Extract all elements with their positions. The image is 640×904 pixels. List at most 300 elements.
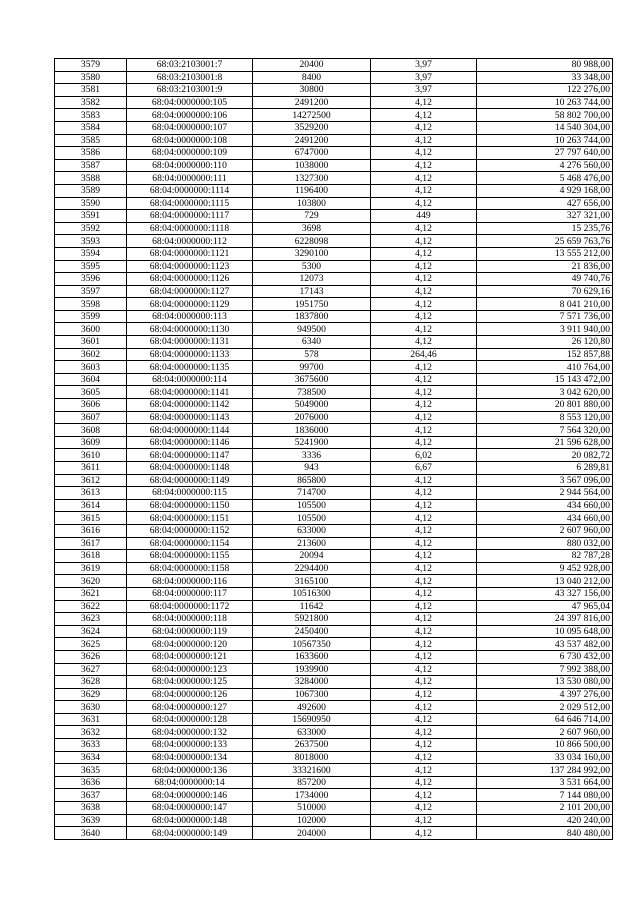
area-cell: 714700 xyxy=(253,487,371,500)
cadastral-value-cell: 3 042 620,00 xyxy=(477,386,613,399)
row-number-cell: 3608 xyxy=(55,424,127,437)
rate-cell: 4,12 xyxy=(371,587,477,600)
rate-cell: 6,02 xyxy=(371,449,477,462)
row-number-cell: 3637 xyxy=(55,789,127,802)
area-cell: 10567350 xyxy=(253,638,371,651)
row-number-cell: 3634 xyxy=(55,751,127,764)
table-row xyxy=(55,247,613,260)
row-number-cell: 3624 xyxy=(55,625,127,638)
area-cell: 729 xyxy=(253,210,371,223)
table-row xyxy=(55,298,613,311)
table-row xyxy=(55,524,613,537)
rate-cell: 4,12 xyxy=(371,298,477,311)
cadastral-value-cell: 7 144 080,00 xyxy=(477,789,613,802)
row-number-cell: 3610 xyxy=(55,449,127,462)
rate-cell: 4,12 xyxy=(371,386,477,399)
rate-cell: 4,12 xyxy=(371,638,477,651)
area-cell: 3529200 xyxy=(253,121,371,134)
row-number-cell: 3617 xyxy=(55,537,127,550)
row-number-cell: 3581 xyxy=(55,84,127,97)
cadastral-value-cell: 43 327 156,00 xyxy=(477,587,613,600)
cadastral-number-cell: 68:04:0000000:147 xyxy=(127,802,253,815)
cadastral-value-cell: 3 911 940,00 xyxy=(477,323,613,336)
table-row xyxy=(55,147,613,160)
cadastral-number-cell: 68:04:0000000:132 xyxy=(127,726,253,739)
cadastral-number-cell: 68:04:0000000:1127 xyxy=(127,285,253,298)
rate-cell: 4,12 xyxy=(371,424,477,437)
cadastral-value-cell: 82 787,28 xyxy=(477,550,613,563)
cadastral-value-cell: 58 802 700,00 xyxy=(477,109,613,122)
row-number-cell: 3597 xyxy=(55,285,127,298)
table-row xyxy=(55,361,613,374)
rate-cell: 4,12 xyxy=(371,701,477,714)
cadastral-number-cell: 68:04:0000000:1126 xyxy=(127,273,253,286)
row-number-cell: 3594 xyxy=(55,247,127,260)
cadastral-number-cell: 68:04:0000000:112 xyxy=(127,235,253,248)
rate-cell: 449 xyxy=(371,210,477,223)
rate-cell: 3,97 xyxy=(371,71,477,84)
row-number-cell: 3587 xyxy=(55,159,127,172)
row-number-cell: 3611 xyxy=(55,462,127,475)
area-cell: 2294400 xyxy=(253,562,371,575)
row-number-cell: 3590 xyxy=(55,197,127,210)
rate-cell: 4,12 xyxy=(371,575,477,588)
cadastral-number-cell: 68:04:0000000:1143 xyxy=(127,411,253,424)
table-row xyxy=(55,285,613,298)
table-row xyxy=(55,348,613,361)
rate-cell: 4,12 xyxy=(371,562,477,575)
area-cell: 10516300 xyxy=(253,587,371,600)
cadastral-number-cell: 68:04:0000000:148 xyxy=(127,814,253,827)
cadastral-number-cell: 68:04:0000000:121 xyxy=(127,650,253,663)
cadastral-number-cell: 68:04:0000000:118 xyxy=(127,613,253,626)
cadastral-value-cell: 49 740,76 xyxy=(477,273,613,286)
rate-cell: 4,12 xyxy=(371,361,477,374)
rate-cell: 4,12 xyxy=(371,373,477,386)
row-number-cell: 3619 xyxy=(55,562,127,575)
table-row xyxy=(55,210,613,223)
area-cell: 6228098 xyxy=(253,235,371,248)
area-cell: 1939900 xyxy=(253,663,371,676)
table-row xyxy=(55,373,613,386)
table-row xyxy=(55,650,613,663)
rate-cell: 4,12 xyxy=(371,625,477,638)
table-row xyxy=(55,59,613,72)
area-cell: 949500 xyxy=(253,323,371,336)
cadastral-value-cell: 420 240,00 xyxy=(477,814,613,827)
rate-cell: 4,12 xyxy=(371,537,477,550)
area-cell: 20400 xyxy=(253,59,371,72)
cadastral-number-cell: 68:04:0000000:1141 xyxy=(127,386,253,399)
table-row xyxy=(55,462,613,475)
area-cell: 30800 xyxy=(253,84,371,97)
cadastral-number-cell: 68:04:0000000:1151 xyxy=(127,512,253,525)
cadastral-number-cell: 68:04:0000000:1142 xyxy=(127,399,253,412)
rate-cell: 4,12 xyxy=(371,247,477,260)
cadastral-number-cell: 68:04:0000000:117 xyxy=(127,587,253,600)
table-row xyxy=(55,814,613,827)
row-number-cell: 3602 xyxy=(55,348,127,361)
row-number-cell: 3623 xyxy=(55,613,127,626)
rate-cell: 4,12 xyxy=(371,222,477,235)
row-number-cell: 3588 xyxy=(55,172,127,185)
cadastral-value-cell: 3 531 664,00 xyxy=(477,776,613,789)
table-row xyxy=(55,222,613,235)
cadastral-value-cell: 2 607 960,00 xyxy=(477,726,613,739)
cadastral-number-cell: 68:04:0000000:106 xyxy=(127,109,253,122)
table-row xyxy=(55,336,613,349)
table-row xyxy=(55,159,613,172)
rate-cell: 4,12 xyxy=(371,814,477,827)
table-row xyxy=(55,172,613,185)
table-row xyxy=(55,537,613,550)
area-cell: 204000 xyxy=(253,827,371,840)
cadastral-number-cell: 68:04:0000000:1115 xyxy=(127,197,253,210)
cadastral-value-cell: 10 866 500,00 xyxy=(477,739,613,752)
row-number-cell: 3586 xyxy=(55,147,127,160)
area-cell: 2450400 xyxy=(253,625,371,638)
table-row xyxy=(55,436,613,449)
area-cell: 6340 xyxy=(253,336,371,349)
rate-cell: 4,12 xyxy=(371,802,477,815)
area-cell: 8018000 xyxy=(253,751,371,764)
area-cell: 3284000 xyxy=(253,676,371,689)
area-cell: 633000 xyxy=(253,524,371,537)
cadastral-number-cell: 68:04:0000000:1131 xyxy=(127,336,253,349)
area-cell: 2637500 xyxy=(253,739,371,752)
cadastral-number-cell: 68:04:0000000:14 xyxy=(127,776,253,789)
cadastral-number-cell: 68:03:2103001:7 xyxy=(127,59,253,72)
area-cell: 17143 xyxy=(253,285,371,298)
row-number-cell: 3599 xyxy=(55,310,127,323)
table-row xyxy=(55,613,613,626)
table-row xyxy=(55,449,613,462)
area-cell: 2491200 xyxy=(253,96,371,109)
area-cell: 1196400 xyxy=(253,184,371,197)
rate-cell: 4,12 xyxy=(371,96,477,109)
row-number-cell: 3622 xyxy=(55,600,127,613)
rate-cell: 4,12 xyxy=(371,310,477,323)
row-number-cell: 3625 xyxy=(55,638,127,651)
row-number-cell: 3632 xyxy=(55,726,127,739)
row-number-cell: 3591 xyxy=(55,210,127,223)
cadastral-value-cell: 33 348,00 xyxy=(477,71,613,84)
cadastral-value-cell: 6 730 432,00 xyxy=(477,650,613,663)
area-cell: 3165100 xyxy=(253,575,371,588)
row-number-cell: 3589 xyxy=(55,184,127,197)
area-cell: 1633600 xyxy=(253,650,371,663)
rate-cell: 4,12 xyxy=(371,751,477,764)
table-row xyxy=(55,96,613,109)
rate-cell: 4,12 xyxy=(371,336,477,349)
cadastral-value-cell: 13 040 212,00 xyxy=(477,575,613,588)
cadastral-value-cell: 27 797 640,00 xyxy=(477,147,613,160)
table-row xyxy=(55,663,613,676)
area-cell: 103800 xyxy=(253,197,371,210)
cadastral-number-cell: 68:04:0000000:125 xyxy=(127,676,253,689)
cadastral-value-cell: 4 397 276,00 xyxy=(477,688,613,701)
rate-cell: 4,12 xyxy=(371,411,477,424)
rate-cell: 4,12 xyxy=(371,600,477,613)
rate-cell: 4,12 xyxy=(371,323,477,336)
cadastral-value-cell: 840 480,00 xyxy=(477,827,613,840)
cadastral-value-cell: 880 032,00 xyxy=(477,537,613,550)
rate-cell: 4,12 xyxy=(371,650,477,663)
area-cell: 1327300 xyxy=(253,172,371,185)
cadastral-value-cell: 15 235,76 xyxy=(477,222,613,235)
area-cell: 105500 xyxy=(253,499,371,512)
row-number-cell: 3635 xyxy=(55,764,127,777)
cadastral-number-cell: 68:04:0000000:123 xyxy=(127,663,253,676)
rate-cell: 6,67 xyxy=(371,462,477,475)
cadastral-value-cell: 43 537 482,00 xyxy=(477,638,613,651)
row-number-cell: 3598 xyxy=(55,298,127,311)
row-number-cell: 3615 xyxy=(55,512,127,525)
cadastral-value-cell: 434 660,00 xyxy=(477,499,613,512)
row-number-cell: 3630 xyxy=(55,701,127,714)
row-number-cell: 3614 xyxy=(55,499,127,512)
cadastral-number-cell: 68:04:0000000:109 xyxy=(127,147,253,160)
cadastral-value-cell: 13 555 212,00 xyxy=(477,247,613,260)
row-number-cell: 3618 xyxy=(55,550,127,563)
cadastral-number-cell: 68:04:0000000:1121 xyxy=(127,247,253,260)
area-cell: 857200 xyxy=(253,776,371,789)
rate-cell: 4,12 xyxy=(371,499,477,512)
cadastral-value-cell: 4 929 168,00 xyxy=(477,184,613,197)
rate-cell: 4,12 xyxy=(371,512,477,525)
table-row xyxy=(55,184,613,197)
table-row xyxy=(55,71,613,84)
land-valuation-table xyxy=(54,58,613,840)
table-row xyxy=(55,273,613,286)
row-number-cell: 3603 xyxy=(55,361,127,374)
cadastral-number-cell: 68:04:0000000:127 xyxy=(127,701,253,714)
cadastral-number-cell: 68:04:0000000:133 xyxy=(127,739,253,752)
rate-cell: 4,12 xyxy=(371,109,477,122)
table-row xyxy=(55,235,613,248)
cadastral-value-cell: 8 553 120,00 xyxy=(477,411,613,424)
rate-cell: 4,12 xyxy=(371,688,477,701)
rate-cell: 4,12 xyxy=(371,474,477,487)
cadastral-number-cell: 68:04:0000000:1172 xyxy=(127,600,253,613)
row-number-cell: 3601 xyxy=(55,336,127,349)
table-row xyxy=(55,474,613,487)
cadastral-value-cell: 25 659 763,76 xyxy=(477,235,613,248)
area-cell: 1836000 xyxy=(253,424,371,437)
table-row xyxy=(55,499,613,512)
rate-cell: 4,12 xyxy=(371,524,477,537)
row-number-cell: 3592 xyxy=(55,222,127,235)
cadastral-value-cell: 427 656,00 xyxy=(477,197,613,210)
cadastral-number-cell: 68:04:0000000:136 xyxy=(127,764,253,777)
cadastral-value-cell: 8 041 210,00 xyxy=(477,298,613,311)
area-cell: 492600 xyxy=(253,701,371,714)
table-row xyxy=(55,487,613,500)
rate-cell: 4,12 xyxy=(371,827,477,840)
cadastral-number-cell: 68:04:0000000:146 xyxy=(127,789,253,802)
area-cell: 1837800 xyxy=(253,310,371,323)
row-number-cell: 3613 xyxy=(55,487,127,500)
table-row xyxy=(55,726,613,739)
cadastral-number-cell: 68:04:0000000:1152 xyxy=(127,524,253,537)
row-number-cell: 3604 xyxy=(55,373,127,386)
cadastral-value-cell: 6 289,81 xyxy=(477,462,613,475)
area-cell: 1734000 xyxy=(253,789,371,802)
row-number-cell: 3583 xyxy=(55,109,127,122)
rate-cell: 4,12 xyxy=(371,197,477,210)
cadastral-number-cell: 68:04:0000000:115 xyxy=(127,487,253,500)
area-cell: 5241900 xyxy=(253,436,371,449)
rate-cell: 4,12 xyxy=(371,172,477,185)
cadastral-value-cell: 7 564 320,00 xyxy=(477,424,613,437)
table-row xyxy=(55,701,613,714)
area-cell: 99700 xyxy=(253,361,371,374)
cadastral-number-cell: 68:04:0000000:1135 xyxy=(127,361,253,374)
cadastral-number-cell: 68:04:0000000:134 xyxy=(127,751,253,764)
cadastral-number-cell: 68:04:0000000:1133 xyxy=(127,348,253,361)
cadastral-number-cell: 68:04:0000000:108 xyxy=(127,134,253,147)
table-row xyxy=(55,197,613,210)
row-number-cell: 3584 xyxy=(55,121,127,134)
table-row xyxy=(55,676,613,689)
table-row xyxy=(55,386,613,399)
rate-cell: 4,12 xyxy=(371,147,477,160)
area-cell: 2491200 xyxy=(253,134,371,147)
table-row xyxy=(55,411,613,424)
cadastral-value-cell: 64 646 714,00 xyxy=(477,713,613,726)
cadastral-number-cell: 68:04:0000000:114 xyxy=(127,373,253,386)
cadastral-number-cell: 68:04:0000000:1158 xyxy=(127,562,253,575)
row-number-cell: 3605 xyxy=(55,386,127,399)
row-number-cell: 3580 xyxy=(55,71,127,84)
cadastral-number-cell: 68:04:0000000:126 xyxy=(127,688,253,701)
cadastral-number-cell: 68:04:0000000:1130 xyxy=(127,323,253,336)
cadastral-number-cell: 68:04:0000000:120 xyxy=(127,638,253,651)
cadastral-value-cell: 2 101 200,00 xyxy=(477,802,613,815)
row-number-cell: 3626 xyxy=(55,650,127,663)
area-cell: 8400 xyxy=(253,71,371,84)
cadastral-value-cell: 33 034 160,00 xyxy=(477,751,613,764)
cadastral-value-cell: 410 764,00 xyxy=(477,361,613,374)
rate-cell: 4,12 xyxy=(371,260,477,273)
table-row xyxy=(55,776,613,789)
rate-cell: 4,12 xyxy=(371,663,477,676)
cadastral-number-cell: 68:04:0000000:1150 xyxy=(127,499,253,512)
rate-cell: 4,12 xyxy=(371,713,477,726)
area-cell: 3675600 xyxy=(253,373,371,386)
area-cell: 3698 xyxy=(253,222,371,235)
row-number-cell: 3582 xyxy=(55,96,127,109)
row-number-cell: 3636 xyxy=(55,776,127,789)
table-row xyxy=(55,550,613,563)
cadastral-number-cell: 68:04:0000000:1123 xyxy=(127,260,253,273)
rate-cell: 4,12 xyxy=(371,764,477,777)
area-cell: 3336 xyxy=(253,449,371,462)
area-cell: 5921800 xyxy=(253,613,371,626)
cadastral-value-cell: 70 629,16 xyxy=(477,285,613,298)
rate-cell: 4,12 xyxy=(371,121,477,134)
cadastral-number-cell: 68:04:0000000:1149 xyxy=(127,474,253,487)
table-row xyxy=(55,121,613,134)
table-row xyxy=(55,323,613,336)
rate-cell: 4,12 xyxy=(371,273,477,286)
table-row xyxy=(55,587,613,600)
rate-cell: 4,12 xyxy=(371,235,477,248)
cadastral-value-cell: 327 321,00 xyxy=(477,210,613,223)
table-row xyxy=(55,310,613,323)
area-cell: 20094 xyxy=(253,550,371,563)
cadastral-number-cell: 68:04:0000000:116 xyxy=(127,575,253,588)
cadastral-number-cell: 68:04:0000000:128 xyxy=(127,713,253,726)
cadastral-value-cell: 7 992 388,00 xyxy=(477,663,613,676)
area-cell: 510000 xyxy=(253,802,371,815)
row-number-cell: 3639 xyxy=(55,814,127,827)
cadastral-value-cell: 10 263 744,00 xyxy=(477,96,613,109)
cadastral-number-cell: 68:03:2103001:9 xyxy=(127,84,253,97)
table-row xyxy=(55,562,613,575)
cadastral-value-cell: 7 571 736,00 xyxy=(477,310,613,323)
cadastral-value-cell: 15 143 472,00 xyxy=(477,373,613,386)
cadastral-value-cell: 2 944 564,00 xyxy=(477,487,613,500)
area-cell: 5049000 xyxy=(253,399,371,412)
row-number-cell: 3631 xyxy=(55,713,127,726)
table-row xyxy=(55,512,613,525)
table-row xyxy=(55,424,613,437)
table-row xyxy=(55,688,613,701)
cadastral-value-cell: 152 857,88 xyxy=(477,348,613,361)
rate-cell: 4,12 xyxy=(371,184,477,197)
area-cell: 14272500 xyxy=(253,109,371,122)
table-row xyxy=(55,713,613,726)
cadastral-value-cell: 122 276,00 xyxy=(477,84,613,97)
area-cell: 5300 xyxy=(253,260,371,273)
area-cell: 578 xyxy=(253,348,371,361)
table-row xyxy=(55,739,613,752)
row-number-cell: 3629 xyxy=(55,688,127,701)
table-row xyxy=(55,802,613,815)
area-cell: 11642 xyxy=(253,600,371,613)
row-number-cell: 3607 xyxy=(55,411,127,424)
cadastral-number-cell: 68:04:0000000:119 xyxy=(127,625,253,638)
cadastral-value-cell: 26 120,80 xyxy=(477,336,613,349)
cadastral-value-cell: 4 276 560,00 xyxy=(477,159,613,172)
table-row xyxy=(55,751,613,764)
area-cell: 1038000 xyxy=(253,159,371,172)
rate-cell: 4,12 xyxy=(371,789,477,802)
table-row xyxy=(55,789,613,802)
cadastral-number-cell: 68:04:0000000:1146 xyxy=(127,436,253,449)
area-cell: 1951750 xyxy=(253,298,371,311)
table-row xyxy=(55,399,613,412)
row-number-cell: 3593 xyxy=(55,235,127,248)
table-row xyxy=(55,260,613,273)
cadastral-value-cell: 20 082,72 xyxy=(477,449,613,462)
cadastral-number-cell: 68:04:0000000:1147 xyxy=(127,449,253,462)
cadastral-value-cell: 137 284 992,00 xyxy=(477,764,613,777)
cadastral-number-cell: 68:04:0000000:111 xyxy=(127,172,253,185)
cadastral-value-cell: 2 029 512,00 xyxy=(477,701,613,714)
row-number-cell: 3595 xyxy=(55,260,127,273)
row-number-cell: 3612 xyxy=(55,474,127,487)
cadastral-number-cell: 68:04:0000000:107 xyxy=(127,121,253,134)
table-row xyxy=(55,625,613,638)
cadastral-value-cell: 5 468 476,00 xyxy=(477,172,613,185)
cadastral-value-cell: 9 452 928,00 xyxy=(477,562,613,575)
cadastral-value-cell: 434 660,00 xyxy=(477,512,613,525)
area-cell: 1067300 xyxy=(253,688,371,701)
row-number-cell: 3600 xyxy=(55,323,127,336)
rate-cell: 264,46 xyxy=(371,348,477,361)
